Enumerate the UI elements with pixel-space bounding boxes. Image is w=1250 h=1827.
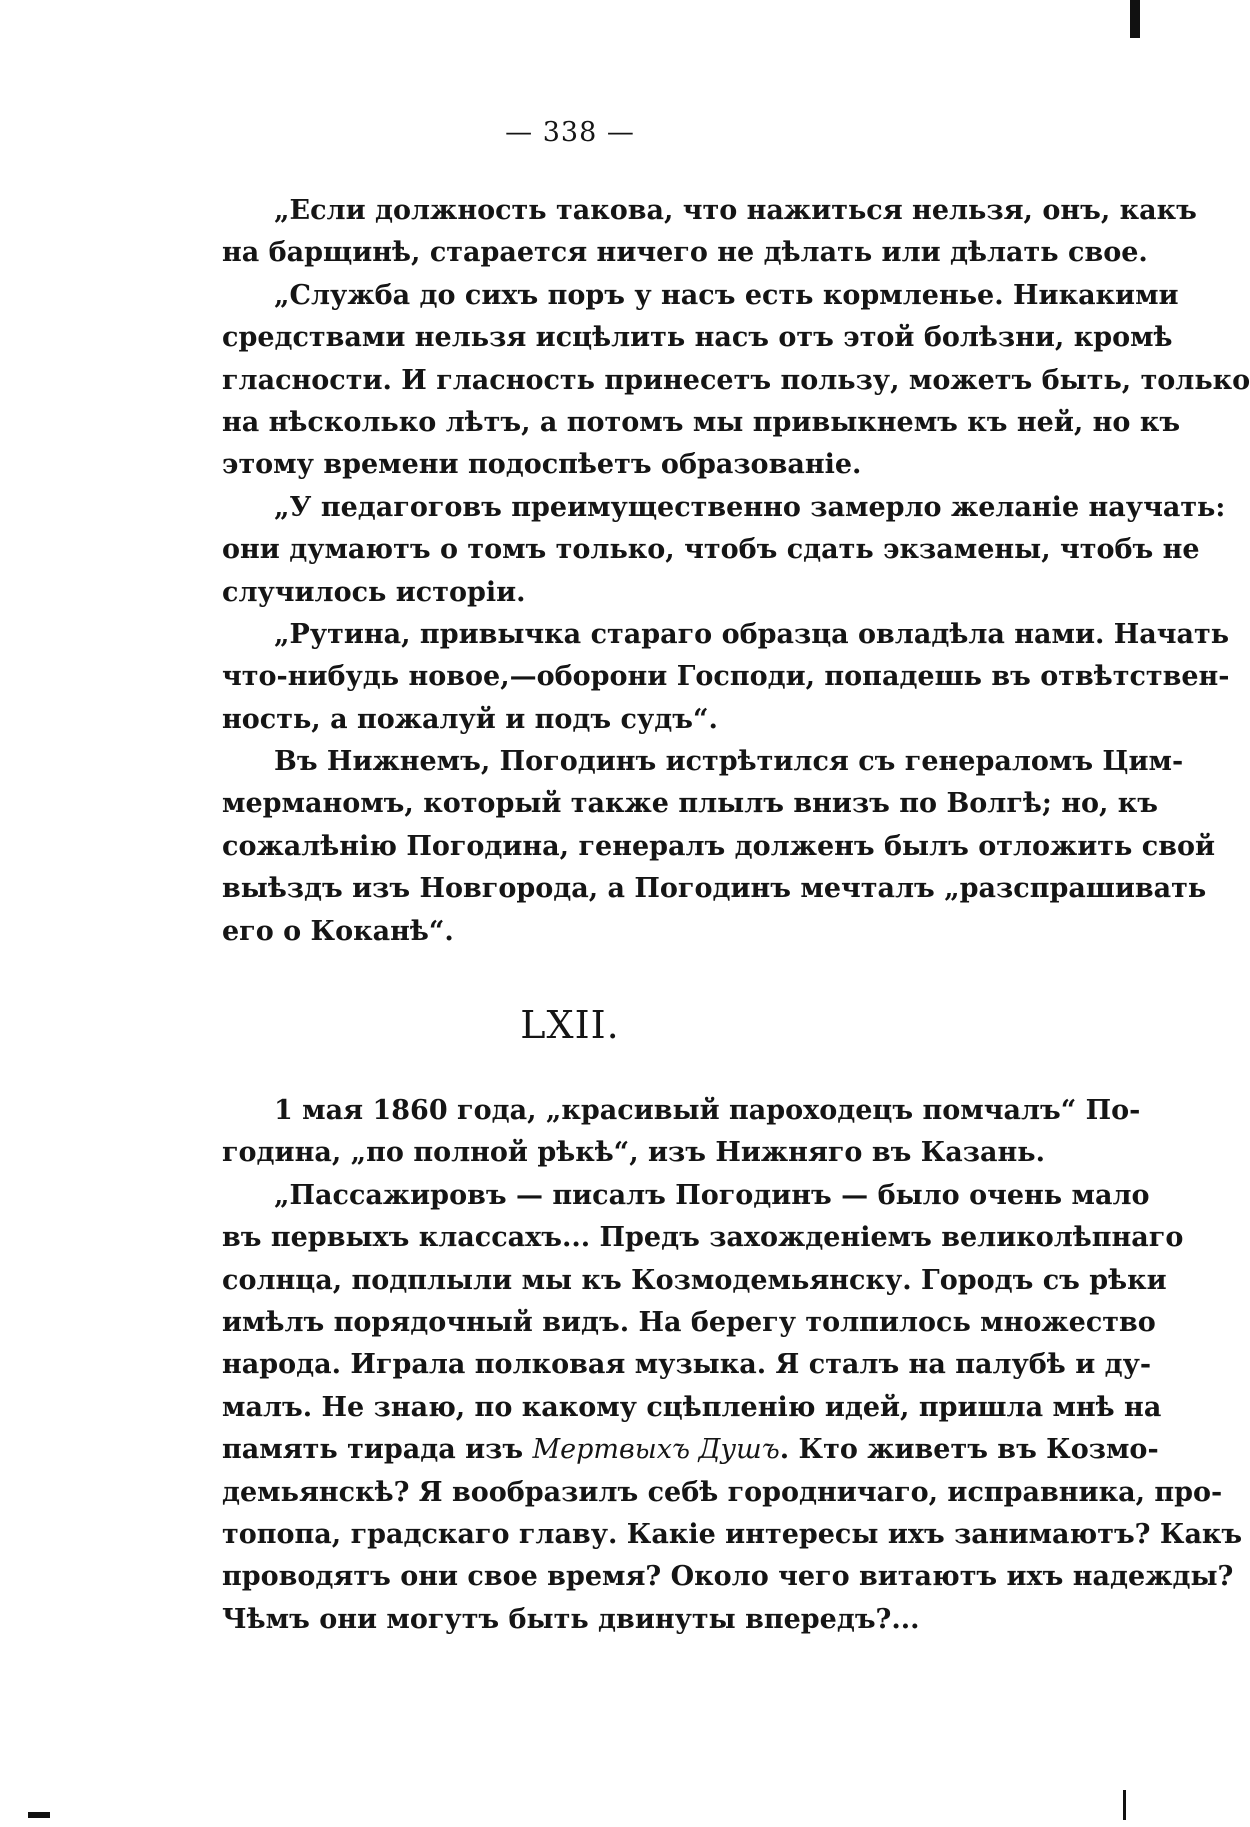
text-line: на барщинѣ, старается ничего не дѣлать или дѣлать свое. xyxy=(222,237,1148,269)
text-line: сожалѣнію Погодина, генералъ долженъ былъ отложить свой xyxy=(222,830,1216,862)
text-line: малъ. Не знаю, по какому сцѣпленію идей, пришла мнѣ на xyxy=(222,1391,1162,1423)
text-line: народа. Играла полковая музыка. Я сталъ на палубѣ и ду- xyxy=(222,1349,1152,1381)
text-line: демьянскѣ? Я вообразилъ себѣ городничаго, исправника, про- xyxy=(222,1476,1223,1508)
text-line: „У педагоговъ преимущественно замерло желаніе научать: xyxy=(274,491,1226,523)
text-line: его о Коканѣ“. xyxy=(222,915,454,947)
text-line: ность, а пожалуй и подъ судъ“. xyxy=(222,703,718,735)
scan-edge-mark xyxy=(1130,0,1140,38)
chapter-heading: LXII. xyxy=(520,1003,620,1047)
text-line: этому времени подоспѣетъ образованіе. xyxy=(222,449,862,481)
text-line: случилось исторіи. xyxy=(222,576,526,608)
text-line: средствами нельзя исцѣлить насъ отъ этой болѣзни, кромѣ xyxy=(222,322,1173,354)
text-line: имѣлъ порядочный видъ. На берегу толпилось множество xyxy=(222,1306,1156,1338)
text-block-top xyxy=(222,190,1250,953)
text-line: выѣздъ изъ Новгорода, а Погодинъ мечталъ „разспрашивать xyxy=(222,873,1207,905)
text-line: топопа, градскаго главу. Какіе интересы ихъ занимаютъ? Какъ xyxy=(222,1518,1243,1550)
page-number: — 338 — xyxy=(505,117,635,148)
text-line: 1 мая 1860 года, „красивый пароходецъ помчалъ“ По- xyxy=(274,1095,1141,1126)
text-line-end: . Кто живетъ въ Козмо- xyxy=(779,1434,1159,1466)
text-line: „Если должность такова, что нажиться нельзя, онъ, какъ xyxy=(274,195,1197,226)
italic-book-title: Мертвыхъ Душъ xyxy=(532,1434,780,1466)
text-line: солнца, подплыли мы къ Козмодемьянску. Городъ съ рѣки xyxy=(222,1264,1167,1296)
text-line: Чѣмъ они могутъ быть двинуты впередъ?... xyxy=(222,1603,920,1635)
text-line: „Рутина, привычка стараго образца овладѣла нами. Начать xyxy=(274,618,1230,650)
text-line: „Служба до сихъ поръ у насъ есть кормленье. Никакими xyxy=(274,279,1179,311)
text-line xyxy=(222,1429,1159,1471)
text-line: гласности. И гласность принесетъ пользу, можетъ быть, только xyxy=(222,364,1250,396)
text-line: что-нибудь новое,—оборони Господи, попадешь въ отвѣтствен- xyxy=(222,661,1230,693)
text-line: они думаютъ о томъ только, чтобъ сдать экзамены, чтобъ не xyxy=(222,534,1200,566)
text-line: Въ Нижнемъ, Погодинъ истрѣтился съ генераломъ Цим- xyxy=(274,746,1184,778)
text-line: проводятъ они свое время? Около чего витаютъ ихъ надежды? xyxy=(222,1561,1234,1593)
text-line: „Пассажировъ — писалъ Погодинъ — было очень мало xyxy=(274,1179,1150,1211)
text-line: мерманомъ, который также плылъ внизъ по Волгѣ; но, къ xyxy=(222,788,1158,820)
scan-corner-mark xyxy=(28,1812,50,1818)
text-line: на нѣсколько лѣтъ, а потомъ мы привыкнемъ къ ней, но къ xyxy=(222,406,1181,438)
text-line: въ первыхъ классахъ... Предъ захожденіемъ великолѣпнаго xyxy=(222,1222,1184,1254)
text-block-bottom xyxy=(222,1090,1243,1641)
text-line-start: память тирада изъ xyxy=(222,1434,524,1466)
text-line: година, „по полной рѣкѣ“, изъ Нижняго въ Казань. xyxy=(222,1137,1045,1169)
scan-foot-mark xyxy=(1123,1790,1126,1820)
